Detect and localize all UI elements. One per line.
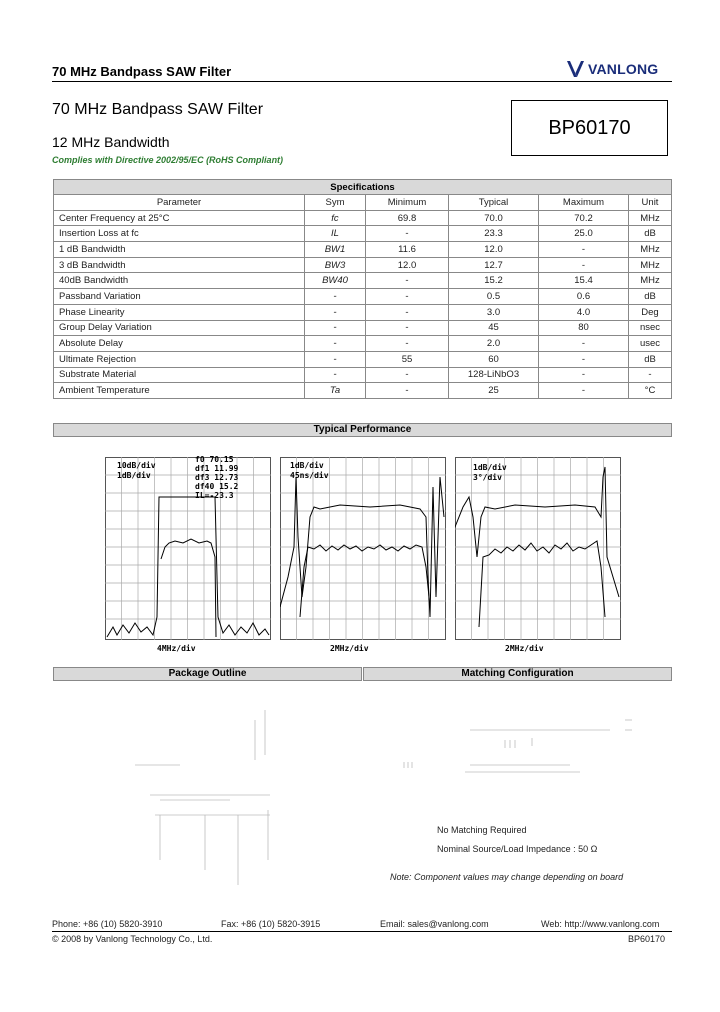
matching-italic-note: Note: Component values may change depending on board	[390, 872, 624, 882]
cell: -	[305, 304, 366, 320]
cell: 12.0	[449, 242, 539, 258]
v-logo-icon	[566, 58, 588, 80]
cell: -	[366, 336, 449, 352]
table-row	[54, 304, 672, 320]
plot-frequency-response	[105, 455, 271, 653]
table-row	[54, 210, 672, 226]
footer-copyright: © 2008 by Vanlong Technology Co., Ltd.	[52, 934, 213, 944]
cell: -	[366, 320, 449, 336]
plot3-scale: 1dB/div	[473, 463, 507, 472]
col-header: Maximum	[539, 195, 629, 211]
cell: BW1	[305, 242, 366, 258]
footer-phone: Phone: +86 (10) 5820-3910	[52, 919, 163, 929]
rohs-compliance: Complies with Directive 2002/95/EC (RoHS Compliant)	[52, 155, 284, 165]
cell: 128-LiNbO3	[449, 367, 539, 383]
cell: -	[539, 367, 629, 383]
package-outline-drawing	[120, 700, 290, 900]
plot1-marker: df1 11.99	[195, 464, 239, 473]
performance-title: Typical Performance	[53, 423, 672, 437]
matching-schematic	[400, 710, 640, 790]
cell: -	[366, 367, 449, 383]
plot1-scale: 1dB/div	[117, 471, 151, 480]
plot2-scale: 45ns/div	[290, 471, 329, 480]
cell: dB	[629, 351, 672, 367]
plot1-marker: f0 70.15	[195, 455, 234, 464]
plot3-scale: 3°/div	[473, 473, 502, 482]
cell: -	[366, 289, 449, 305]
cell: 0.5	[449, 289, 539, 305]
cell: 11.6	[366, 242, 449, 258]
footer-doc-id: BP60170	[628, 934, 666, 944]
table-row	[54, 367, 672, 383]
cell: dB	[629, 226, 672, 242]
col-header: Typical	[449, 195, 539, 211]
cell: 23.3	[449, 226, 539, 242]
cell: 1 dB Bandwidth	[54, 242, 305, 258]
matching-note: No Matching Required	[437, 825, 527, 835]
cell: nsec	[629, 320, 672, 336]
header-rule	[52, 81, 672, 82]
cell: -	[539, 242, 629, 258]
cell: IL	[305, 226, 366, 242]
cell: MHz	[629, 273, 672, 289]
plot1-marker: df3 12.73	[195, 473, 239, 482]
cell: Absolute Delay	[54, 336, 305, 352]
cell: 15.4	[539, 273, 629, 289]
cell: 25	[449, 383, 539, 399]
plot1-xlabel: 4MHz/div	[157, 644, 196, 653]
cell: 60	[449, 351, 539, 367]
table-row	[54, 289, 672, 305]
cell: 12.7	[449, 257, 539, 273]
package-title: Package Outline	[53, 667, 362, 681]
spec-header-row	[54, 195, 672, 211]
logo-text: VANLONG	[588, 61, 659, 77]
cell: 3.0	[449, 304, 539, 320]
table-row	[54, 336, 672, 352]
table-row	[54, 351, 672, 367]
cell: Deg	[629, 304, 672, 320]
plot1-marker: IL=-23.3	[195, 491, 234, 500]
plot2-graphic	[280, 457, 446, 640]
part-number-box	[511, 100, 668, 156]
col-header: Minimum	[366, 195, 449, 211]
cell: -	[305, 351, 366, 367]
footer-email[interactable]: Email: sales@vanlong.com	[380, 919, 489, 929]
footer-rule	[52, 931, 672, 932]
cell: MHz	[629, 257, 672, 273]
product-title: 70 MHz Bandpass SAW Filter	[52, 101, 264, 118]
cell: 12.0	[366, 257, 449, 273]
cell: -	[629, 367, 672, 383]
cell: Phase Linearity	[54, 304, 305, 320]
cell: 25.0	[539, 226, 629, 242]
cell: -	[539, 257, 629, 273]
cell: -	[539, 351, 629, 367]
footer-fax: Fax: +86 (10) 5820-3915	[221, 919, 321, 929]
cell: -	[366, 304, 449, 320]
cell: 0.6	[539, 289, 629, 305]
col-header: Sym	[305, 195, 366, 211]
cell: Center Frequency at 25°C	[54, 210, 305, 226]
plot3-graphic	[455, 457, 621, 640]
cell: Ta	[305, 383, 366, 399]
plot1-marker: df40 15.2	[195, 482, 239, 491]
cell: 80	[539, 320, 629, 336]
cell: dB	[629, 289, 672, 305]
table-row	[54, 257, 672, 273]
cell: -	[366, 383, 449, 399]
cell: -	[305, 367, 366, 383]
cell: Group Delay Variation	[54, 320, 305, 336]
col-header: Unit	[629, 195, 672, 211]
plot2-xlabel: 2MHz/div	[330, 644, 369, 653]
cell: MHz	[629, 242, 672, 258]
col-header: Parameter	[54, 195, 305, 211]
product-subtitle: 12 MHz Bandwidth	[52, 134, 170, 150]
plot3-xlabel: 2MHz/div	[505, 644, 544, 653]
matching-title: Matching Configuration	[363, 667, 672, 681]
cell: 40dB Bandwidth	[54, 273, 305, 289]
cell: Ambient Temperature	[54, 383, 305, 399]
cell: BW40	[305, 273, 366, 289]
table-row	[54, 273, 672, 289]
cell: Substrate Material	[54, 367, 305, 383]
cell: °C	[629, 383, 672, 399]
header-title: 70 MHz Bandpass SAW Filter	[52, 64, 232, 79]
plot-phase	[455, 457, 621, 653]
cell: 4.0	[539, 304, 629, 320]
cell: 69.8	[366, 210, 449, 226]
plot-group-delay	[280, 457, 446, 653]
cell: 55	[366, 351, 449, 367]
cell: -	[366, 226, 449, 242]
cell: Insertion Loss at fc	[54, 226, 305, 242]
cell: 3 dB Bandwidth	[54, 257, 305, 273]
cell: -	[305, 320, 366, 336]
part-number: BP60170	[548, 116, 631, 139]
cell: -	[539, 383, 629, 399]
plot1-graphic	[105, 457, 271, 640]
cell: 45	[449, 320, 539, 336]
cell: BW3	[305, 257, 366, 273]
table-row	[54, 383, 672, 399]
cell: 2.0	[449, 336, 539, 352]
matching-note: Nominal Source/Load Impedance : 50 Ω	[437, 844, 598, 854]
spec-table	[53, 179, 672, 399]
cell: fc	[305, 210, 366, 226]
cell: 70.0	[449, 210, 539, 226]
cell: Ultimate Rejection	[54, 351, 305, 367]
cell: 15.2	[449, 273, 539, 289]
plot1-scale: 10dB/div	[117, 461, 156, 470]
cell: -	[539, 336, 629, 352]
vanlong-logo[interactable]	[566, 58, 674, 80]
cell: 70.2	[539, 210, 629, 226]
cell: -	[305, 289, 366, 305]
table-row	[54, 226, 672, 242]
plot2-scale: 1dB/div	[290, 461, 324, 470]
table-row	[54, 242, 672, 258]
cell: Passband Variation	[54, 289, 305, 305]
cell: usec	[629, 336, 672, 352]
table-row	[54, 320, 672, 336]
footer-web[interactable]: Web: http://www.vanlong.com	[541, 919, 660, 929]
cell: -	[305, 336, 366, 352]
spec-title: Specifications	[54, 180, 672, 195]
cell: MHz	[629, 210, 672, 226]
cell: -	[366, 273, 449, 289]
